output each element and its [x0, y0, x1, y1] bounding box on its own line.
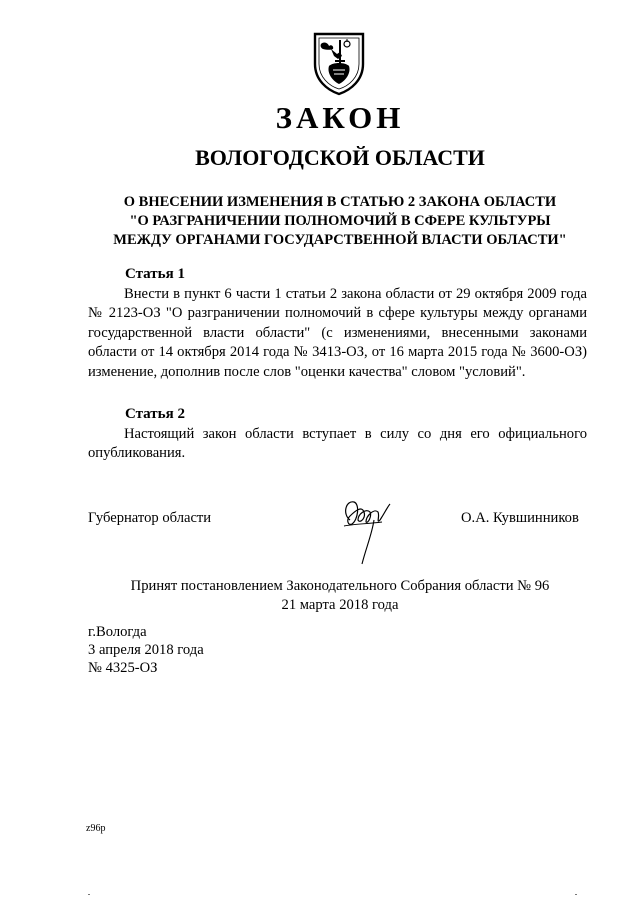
- coat-of-arms-emblem: [307, 30, 371, 96]
- document-subject: [60, 193, 620, 250]
- article-1-heading: Статья 1: [125, 266, 185, 282]
- article-1-text: Внести в пункт 6 части 1 статьи 2 закона области от 29 октября 2009 года № 2123-ОЗ "О разграничении полномочий в сфере культуры между органами государственной власти области" (с изменениями, внесенными законами области от 14 октября 2014 года № 3413-ОЗ, от 16 марта 2015 года № 3600-ОЗ) изменение, дополнив после слов "оценки качества" словом "условий".: [88, 286, 587, 380]
- footer-code: z96p: [86, 823, 106, 834]
- subject-line: О ВНЕСЕНИИ ИЗМЕНЕНИЯ В СТАТЬЮ 2 ЗАКОНА ОБЛАСТИ: [123, 194, 557, 210]
- subject-line: "О РАЗГРАНИЧЕНИИ ПОЛНОМОЧИЙ В СФЕРЕ КУЛЬТУРЫ: [129, 213, 551, 229]
- subject-line: МЕЖДУ ОРГАНАМИ ГОСУДАРСТВЕННОЙ ВЛАСТИ ОБЛАСТИ": [113, 232, 567, 248]
- place-date: 3 апреля 2018 года: [88, 642, 204, 658]
- adoption-date: 21 марта 2018 года: [281, 597, 399, 613]
- adoption-note: [60, 577, 620, 615]
- document-title: ЗАКОН: [275, 100, 405, 135]
- scan-mark: [575, 894, 577, 895]
- adoption-line: Принят постановлением Законодательного Собрания области № 96: [130, 578, 550, 594]
- scan-mark: [88, 894, 90, 895]
- law-number: № 4325-ОЗ: [88, 660, 158, 676]
- signatory-position: Губернатор области: [88, 510, 212, 526]
- document-subtitle: ВОЛОГОДСКОЙ ОБЛАСТИ: [195, 145, 485, 170]
- signatory-name: О.А. Кувшинников: [461, 510, 579, 526]
- handwritten-signature: [336, 490, 396, 570]
- place-city: г.Вологда: [88, 624, 147, 640]
- article-2-heading: Статья 2: [125, 406, 185, 422]
- article-2-text: Настоящий закон области вступает в силу со дня его официального опубликования.: [88, 426, 587, 462]
